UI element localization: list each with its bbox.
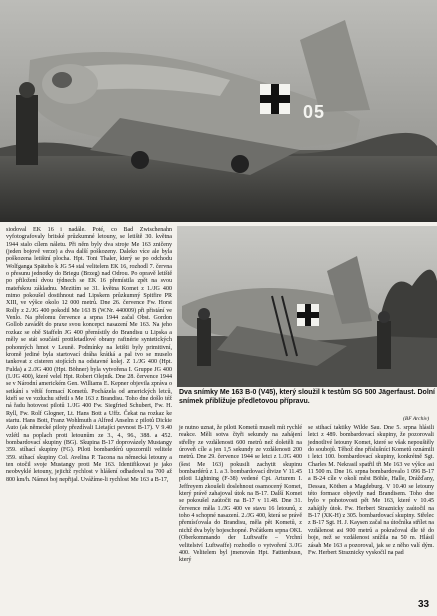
photo-me163-preflight [177, 226, 437, 387]
tail-code: 05 [303, 102, 326, 122]
photo-me163-ground [0, 0, 437, 222]
text-column-left [6, 227, 172, 587]
text-column-middle [179, 425, 302, 595]
text-column-right-body: se stihací taktiky Wilde Sau. Dne 5. srpna hlásili letci z 489. bombardovací skupiny, že pozorovali jednotlivé letouny Komet, které se však nepouštěly do soubojů. Těhož dne příslušníci Kometů oznámili i letci 100. bombardovací skupiny, konkrétně Sgt. Charles M. Nekrasil spatřil tři Me 163 ve výšce asi 11 500 m. Dne 16. srpna bombardovalo 1 096 B-17 a B-24 cíle v okolí měst Böhle, Halle, Drážďany, Dessau, Köthen a Magdeburg. V 10.40 se letouny této formace objevily nad Brandisem. Toho dne bylo v pohotovosti pět Me 163, které v 10.45 zahájily útok. Fw. Herbert Straznicky zaútočil na B-17 (XK-H) z 305. bombardovací skupiny. Střelec z B-17 Sgt. H. J. Kaysen začal na útočníka střílet na vzdálenost asi 900 metrů a pokračoval dle tě do boje, než se vzdálenost snížila na 50 m. Hlásil zásah Me 163 a pozoroval, jak se z něho valí dým. Fw. Herbert Straznicky vyskočil na pad [308, 425, 434, 556]
photo-caption: Dva snímky Me 163 B-0 (V45), který sloužil k testům SG 500 Jägerfaust. Dolní snímek přibližuje předletovou přípravu. [179, 389, 435, 405]
page-number: 33 [418, 599, 430, 610]
text-column-right [308, 425, 434, 595]
photo-credit: (BF Archiv) [403, 416, 430, 422]
text-column-middle-body: je nutno uznat, že piloti Kometů museli mít rychlé reakce. Měli sotva čtyři sekundy na zahájení střelby ze vzdálenosti 600 metrů než doletěli na úroveň cíle a jen 1,5 sekundy ze vzdálenosti 200 metrů. Dne 29. července 1944 se letci z 1./JG 400 (šest Me 163) pokusili zachytit skupinu bombardérů z 1. a 3. bombardovací divize V 11.45 piloti Lightning (F-38) vedené Cpt. Arturem I. Jeffreyem zkoušeli doslehnout osamocený Komet, který právě zahajoval útok na B-17. Další Komet se pokoušel zaútočit na B-17 v 11.48. Dne 31. července měla 1./JG 400 ve stavu 16 letounů, z toho 4 schopné nasazení. 2./JG 400, která se právě přemísťovala do Brandisu, měla pět Kometů, z nichž dva byly bojeschopné. Počátkem srpna OKL (Oberkommando der Luftwaffe – Vrchní velitelství Luftwaffe) rozhodlo o vytvoření 3./JG 400. Velitelem byl jmenován Hpt. Fatttenbusn, který [179, 425, 302, 564]
text-column-left-body: siodoval EK 16 i nadále. Poté, co Bad Zwischenahn vyfotografovaly britské průzkumné letouny, se letiště 30. května 1944 stalo cílem náletu. Při něm byly dva stroje Me 163 zničeny (jeden bojově verze) a dva další poškozeny. Daleko více ale byla poškozena letištní plocha. Hpt. Toni Thaler, který se po odchodu Wolfganga Späteho k JG 54 stal velitelem EK 16, rozhodl 7. června o přesunu jednotky do Briegu (Brzeg) nad Odrou. Po opravě letiště po přiložení dvou týdnech se EK 16 přemístila zpět na svou mateřskou základnu. Mezitím se 31. května Komet z 1./JG 400 mimo pokoušel dostihnout nad Lipskem průzkumný Spitfire PR XIII, ve výšce okolo 12 000 metrů. Dne 26. července Fw. Horst Rolly z 2./JG 400 pokodil Me 163 B (W.Nr. 440009) při přistání ve Venlo. Na přelomu července a srpna 1944 začal Obst. Gordon Gollob zavádět do praxe svou koncepci nasazení Me 163. Na jeho rozkaz se obě Staffeln JG 400 přemístily do Brandisu u Lipska a měly se stát součástí protiletadlové obrany rafinérie syntetických pohonných hmot v Leuně. Podmínky na letišti byly primitivní, kromě jediné byla startovací dráha krátká a pal tvo se muselo tankovat z cisteren stojících na odstavné kolej. Z 1./JG 400 (Hpt. Fulda) a 2./JG 400 (Hpt. Böhner) byla vytvořena I. Gruppe JG 400 (I./JG 400), které velel Hpt. Robert Olejnik. Dne 28. července 1944 se v Národní americkém Gen. Williams E. Kepner objevila zpráva o setkání s větší formací Kometů. Pocházela od amerických letců, kteří se ve vzduchu střetli s Me 163 z Brandisu. Toho dne došlo též ná řadu hotovost pilotů 1./JG 400 Fw. Siegfried Schubert, Fw. H. Ryll, Fw. Rolf Glogner, Lt. Hans Bott a Uffz. Čekat na rozkaz ke startu. Hans Bott, Franz Wohlmuth a Alfred Anselm z pilotů Dickie Auto (ak německé piloty přezdívali Lietajíci pevnost B-17). V 9.40 vzlétl na poplach proti letounům ze 3., 4., 96., 388. a 452. bombardovací skupiny (BG). Skupina B-17 doprovázely Mustangy 359. stíhací skupiny (FG). Piloti bombardérů upozornili velitele 359. stíhací skupiny Col. Avelina P. Tacona na německá letouny a ten otočil svoje Mustangy proti Me 163. Identifikovat je jako neobvyklé letouny, jejichž rychlost v hlášení odhadoval na 700 až 800 km/h. Námoi boj nepřijal. Uvážíme-li rychlost Me 163 a B-17, [6, 227, 172, 483]
